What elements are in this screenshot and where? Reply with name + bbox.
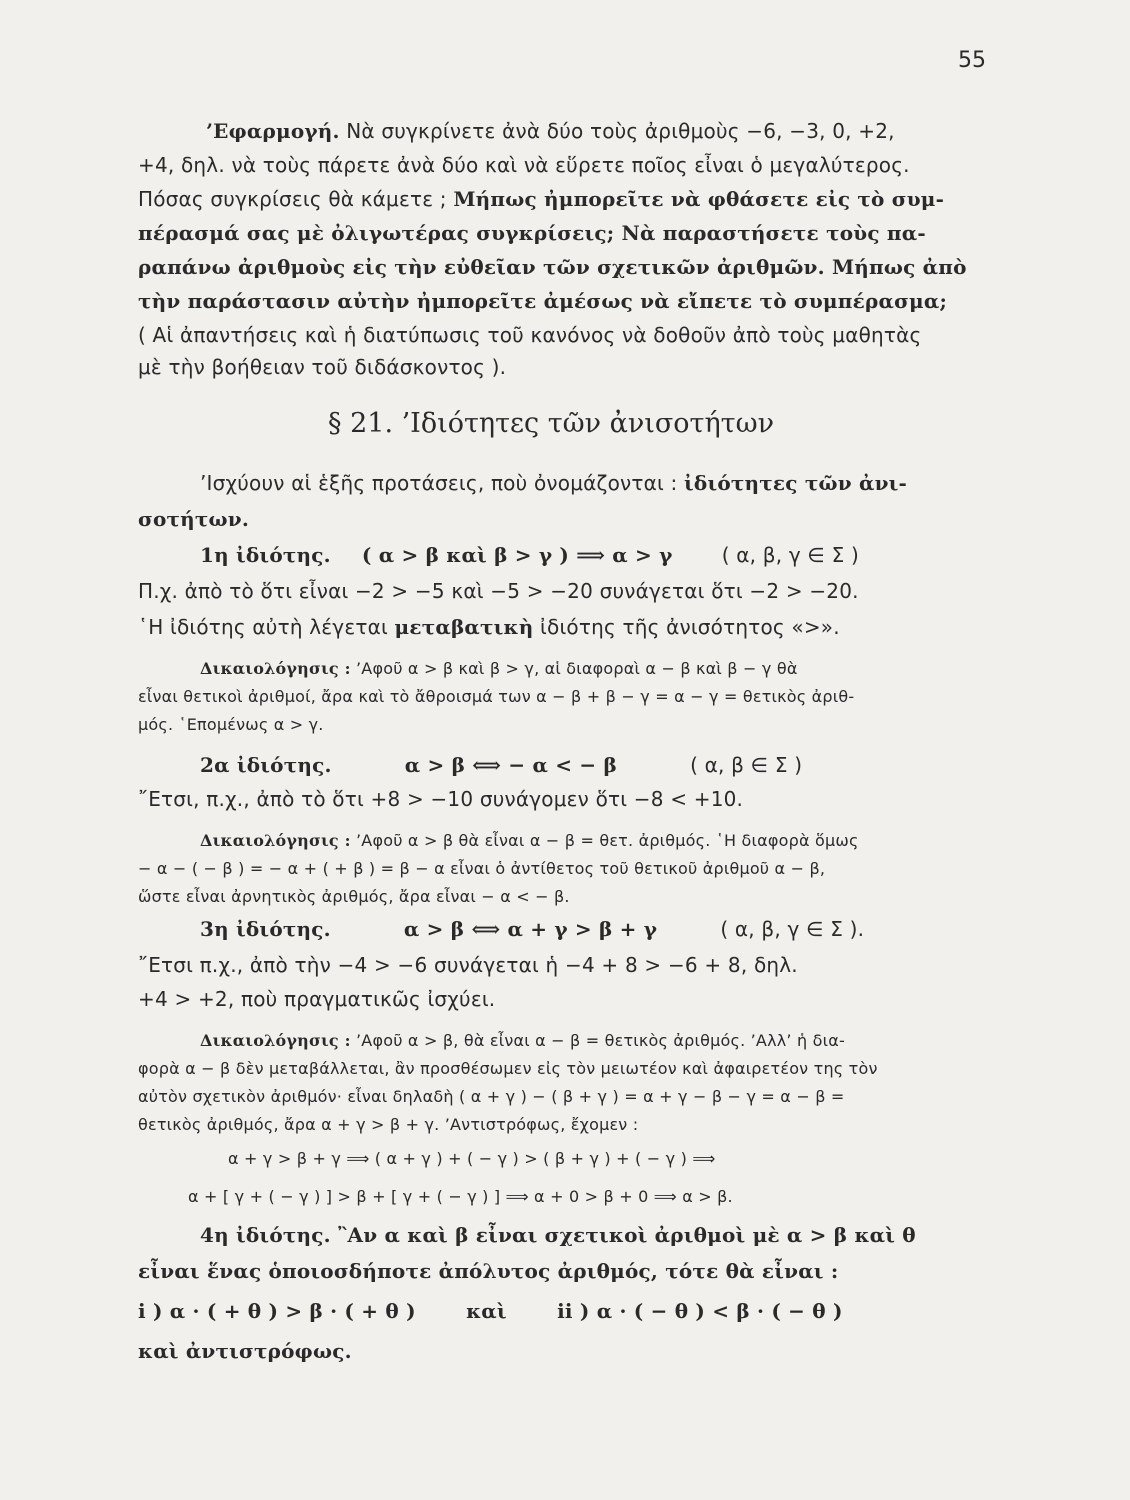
prop4-line-1: [200, 1222, 1008, 1248]
prop4-line-2: εἶναι ἕνας ὁποιοσδήποτε ἀπόλυτος ἀριθμός, τότε θὰ εἶναι :: [138, 1259, 839, 1283]
application-line-7: ( Αἱ ἀπαντήσεις καὶ ἡ διατύπωσις τοῦ κανόνος νὰ δοθοῦν ἀπὸ τοὺς μαθητὰς: [138, 323, 922, 347]
prop3-example-2: +4 > +2, ποὺ πραγματικῶς ἰσχύει.: [138, 987, 496, 1011]
prop2-justification-label: Δικαιολόγησις :: [200, 831, 351, 850]
prop1-justification-text-1: ’Αφοῦ α > β καὶ β > γ, αἱ διαφοραὶ α − β καὶ β − γ θὰ: [356, 659, 798, 678]
prop3-equation-1: α + γ > β + γ ⟹ ( α + γ ) + ( − γ ) > ( β + γ ) + ( − γ ) ⟹: [228, 1149, 716, 1168]
prop1-note: [138, 614, 1008, 640]
prop2-statement: [200, 752, 1008, 778]
prop1-domain: ( α, β, γ ∈ Σ ): [721, 543, 859, 567]
intro-line-1: [200, 470, 1008, 496]
intro-line-2: σοτήτων.: [138, 507, 250, 531]
prop3-justification-text-1: ’Αφοῦ α > β, θὰ εἶναι α − β = θετικὸς ἀριθμός. ’Αλλ’ ἡ δια-: [356, 1031, 845, 1050]
prop3-justification-line-1: [200, 1028, 1008, 1054]
prop4-text-1: ῍Αν α καὶ β εἶναι σχετικοὶ ἀριθμοὶ μὲ α > β καὶ θ: [337, 1223, 916, 1247]
prop2-example: ῎Ετσι, π.χ., ἀπὸ τὸ ὅτι +8 > −10 συνάγομεν ὅτι −8 < +10.: [138, 787, 744, 811]
prop2-justification-line-2: − α − ( − β ) = − α + ( + β ) = β − α εἶναι ὁ ἀντίθετος τοῦ θετικοῦ ἀριθμοῦ α − β,: [138, 859, 826, 878]
prop4-label: 4η ἰδιότης.: [200, 1223, 331, 1247]
prop4-part-i: i ) α · ( + θ ) > β · ( + θ ): [138, 1299, 416, 1323]
prop1-label: 1η ἰδιότης.: [200, 543, 331, 567]
intro-text: ’Ισχύουν αἱ ἑξῆς προτάσεις, ποὺ ὀνομάζονται :: [200, 471, 678, 495]
application-line-8: μὲ τὴν βοήθειαν τοῦ διδάσκοντος ).: [138, 355, 507, 379]
prop2-domain: ( α, β ∈ Σ ): [690, 753, 803, 777]
intro-bold: ἰδιότητες τῶν ἀνι-: [684, 471, 908, 495]
prop3-justification-line-2: φορὰ α − β δὲν μεταβάλλεται, ἂν προσθέσωμεν εἰς τὸν μειωτέον καὶ ἀφαιρετέον της τὸν: [138, 1059, 878, 1078]
prop1-note-bold: μεταβατικὴ: [394, 615, 534, 639]
application-line-2: +4, δηλ. νὰ τοὺς πάρετε ἀνὰ δύο καὶ νὰ εὕρετε ποῖος εἶναι ὁ μεγαλύτερος.: [138, 153, 910, 177]
prop1-justification-line-1: [200, 656, 1008, 682]
prop3-justification-line-3: αὐτὸν σχετικὸν ἀριθμόν· εἶναι δηλαδὴ ( α + γ ) − ( β + γ ) = α + γ − β − γ = α − β =: [138, 1087, 845, 1106]
prop1-formula: ( α > β καὶ β > γ ) ⟹ α > γ: [361, 543, 673, 567]
page-number: 55: [958, 48, 986, 73]
prop2-label: 2α ἰδιότης.: [200, 753, 332, 777]
prop4-part-ii: ii ) α · ( − θ ) < β · ( − θ ): [557, 1299, 843, 1323]
prop4-line-3: [138, 1298, 1008, 1324]
prop2-justification-line-1: [200, 828, 1008, 854]
application-line-5: ραπάνω ἀριθμοὺς εἰς τὴν εὐθεῖαν τῶν σχετικῶν ἀριθμῶν. Μήπως ἀπὸ: [138, 255, 967, 279]
prop4-line-4: καὶ ἀντιστρόφως.: [138, 1339, 352, 1363]
prop1-note-text-1: ῾Η ἰδιότης αὐτὴ λέγεται: [138, 615, 388, 639]
application-line-6: τὴν παράστασιν αὐτὴν ἠμπορεῖτε ἀμέσως νὰ εἴπετε τὸ συμπέρασμα;: [138, 289, 948, 313]
prop3-equation-2: α + [ γ + ( − γ ) ] > β + [ γ + ( − γ ) ] ⟹ α + 0 > β + 0 ⟹ α > β.: [188, 1187, 733, 1206]
section-heading: § 21. ’Ιδιότητες τῶν ἀνισοτήτων: [328, 408, 775, 439]
prop3-justification-line-4: θετικὸς ἀριθμός, ἄρα α + γ > β + γ. ’Αντιστρόφως, ἔχομεν :: [138, 1115, 639, 1134]
application-text-3a: Πόσας συγκρίσεις θὰ κάμετε ;: [138, 187, 447, 211]
application-line-4: πέρασμά σας μὲ ὀλιγωτέρας συγκρίσεις; Νὰ παραστήσετε τοὺς πα-: [138, 221, 926, 245]
prop2-justification-line-3: ὥστε εἶναι ἀρνητικὸς ἀριθμός, ἄρα εἶναι − α < − β.: [138, 887, 570, 906]
prop1-justification-label: Δικαιολόγησις :: [200, 659, 351, 678]
prop3-domain: ( α, β, γ ∈ Σ ).: [720, 917, 865, 941]
prop2-justification-text-1: ’Αφοῦ α > β θὰ εἶναι α − β = θετ. ἀριθμός. ῾Η διαφορὰ ὅμως: [356, 831, 859, 850]
prop3-label: 3η ἰδιότης.: [200, 917, 331, 941]
prop1-justification-line-2: εἶναι θετικοὶ ἀριθμοί, ἄρα καὶ τὸ ἄθροισμά των α − β + β − γ = α − γ = θετικὸς ἀριθ-: [138, 687, 855, 706]
prop1-justification-line-3: μός. ῾Επομένως α > γ.: [138, 715, 324, 734]
prop1-statement: [200, 542, 1008, 568]
application-line-3: [138, 186, 1008, 212]
prop3-formula: α > β ⟺ α + γ > β + γ: [403, 917, 658, 941]
prop3-example-1: ῎Ετσι π.χ., ἀπὸ τὴν −4 > −6 συνάγεται ἡ −4 + 8 > −6 + 8, δηλ.: [138, 953, 798, 977]
prop3-justification-label: Δικαιολόγησις :: [200, 1031, 351, 1050]
prop2-formula: α > β ⟺ − α < − β: [404, 753, 617, 777]
application-label: ’Εφαρμογή.: [206, 119, 340, 143]
application-text-3b: Μήπως ἠμπορεῖτε νὰ φθάσετε εἰς τὸ συμ-: [453, 187, 945, 211]
prop1-example: Π.χ. ἀπὸ τὸ ὅτι εἶναι −2 > −5 καὶ −5 > −20 συνάγεται ὅτι −2 > −20.: [138, 579, 859, 603]
prop1-note-text-2: ἰδιότης τῆς ἀνισότητος «>».: [540, 615, 840, 639]
application-line-1: [206, 118, 1006, 144]
prop4-and: καὶ: [466, 1299, 507, 1323]
application-text-1: Νὰ συγκρίνετε ἀνὰ δύο τοὺς ἀριθμοὺς −6, −3, 0, +2,: [346, 119, 895, 143]
prop3-statement: [200, 916, 1008, 942]
